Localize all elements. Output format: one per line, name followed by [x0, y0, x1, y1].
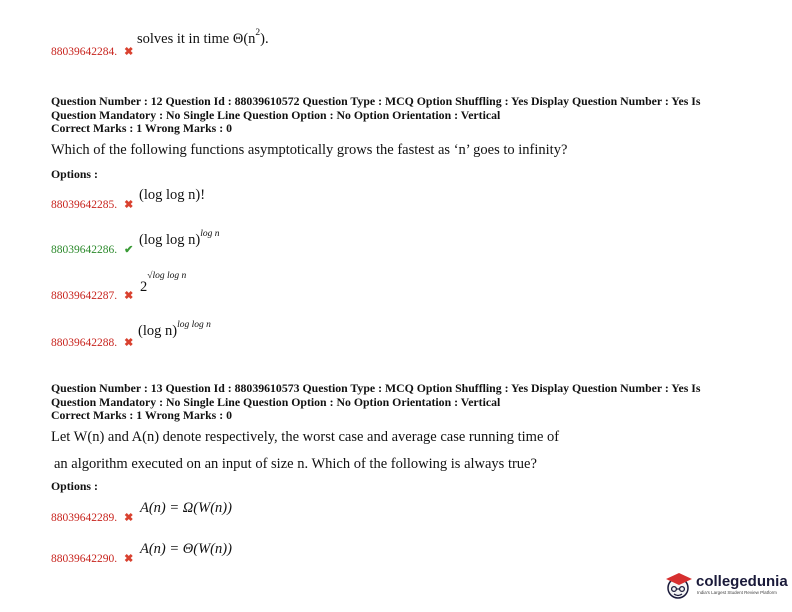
option-text: solves it in time $\Theta(n^2)$. [137, 28, 269, 47]
meta-line: Question Number : 12 Question Id : 88039610572 Question Type : MCQ Option Shuffling : Yes Display Question Number : Yes Is [51, 94, 701, 108]
option-row [51, 333, 133, 351]
question-text-line: an algorithm executed on an input of size n. Which of the following is always true? [54, 456, 537, 472]
option-row [51, 42, 133, 60]
collegedunia-logo [664, 571, 786, 601]
option-id: 88039642285. [51, 199, 118, 211]
graduation-cap-icon [664, 571, 694, 601]
question-meta [51, 95, 700, 136]
option-row [51, 508, 133, 526]
cross-icon: ✖ [124, 199, 134, 211]
meta-line: Question Mandatory : No Single Line Question Option : No Option Orientation : Vertical [51, 394, 501, 409]
cross-icon: ✖ [124, 337, 134, 349]
marks-line: Correct Marks : 1 Wrong Marks : 0 [51, 121, 232, 135]
check-icon: ✔ [124, 244, 134, 256]
options-label: Options : [51, 167, 98, 181]
option-id: 88039642284. [51, 46, 118, 58]
cross-icon: ✖ [124, 512, 134, 524]
meta-line: Question Mandatory : No Single Line Question Option : No Option Orientation : Vertical [51, 107, 501, 122]
logo-wordmark: collegedunia [696, 573, 788, 590]
option-id: 88039642286. [51, 244, 118, 256]
option-expression: A(n) = Θ(W(n)) [140, 541, 232, 557]
option-row [51, 549, 133, 567]
option-id: 88039642288. [51, 337, 118, 349]
option-expression: (log log n)$^{log n}$ [139, 229, 220, 248]
option-id: 88039642287. [51, 290, 118, 302]
option-row [51, 240, 133, 258]
option-expression: $2^{√log log n}$ [140, 271, 187, 295]
option-id: 88039642290. [51, 553, 118, 565]
option-expression: (log n)$^{log log n}$ [138, 320, 211, 339]
question-text: Which of the following functions asymptotically grows the fastest as ‘n’ goes to infinity? [51, 142, 568, 158]
cross-icon: ✖ [124, 290, 134, 302]
meta-line: Question Number : 13 Question Id : 88039610573 Question Type : MCQ Option Shuffling : Yes Display Question Number : Yes Is [51, 381, 701, 395]
marks-line: Correct Marks : 1 Wrong Marks : 0 [51, 408, 232, 422]
options-label: Options : [51, 479, 98, 493]
cross-icon: ✖ [124, 553, 134, 565]
logo-tagline: India's Largest Student Review Platform [697, 590, 777, 595]
option-expression: (log log n)! [139, 187, 206, 203]
cross-icon: ✖ [124, 46, 134, 58]
question-meta [51, 382, 700, 423]
option-row [51, 195, 133, 213]
question-text-line: Let W(n) and A(n) denote respectively, the worst case and average case running time of [51, 429, 560, 445]
option-row [51, 286, 133, 304]
option-expression: A(n) = Ω(W(n)) [140, 500, 232, 516]
option-id: 88039642289. [51, 512, 118, 524]
